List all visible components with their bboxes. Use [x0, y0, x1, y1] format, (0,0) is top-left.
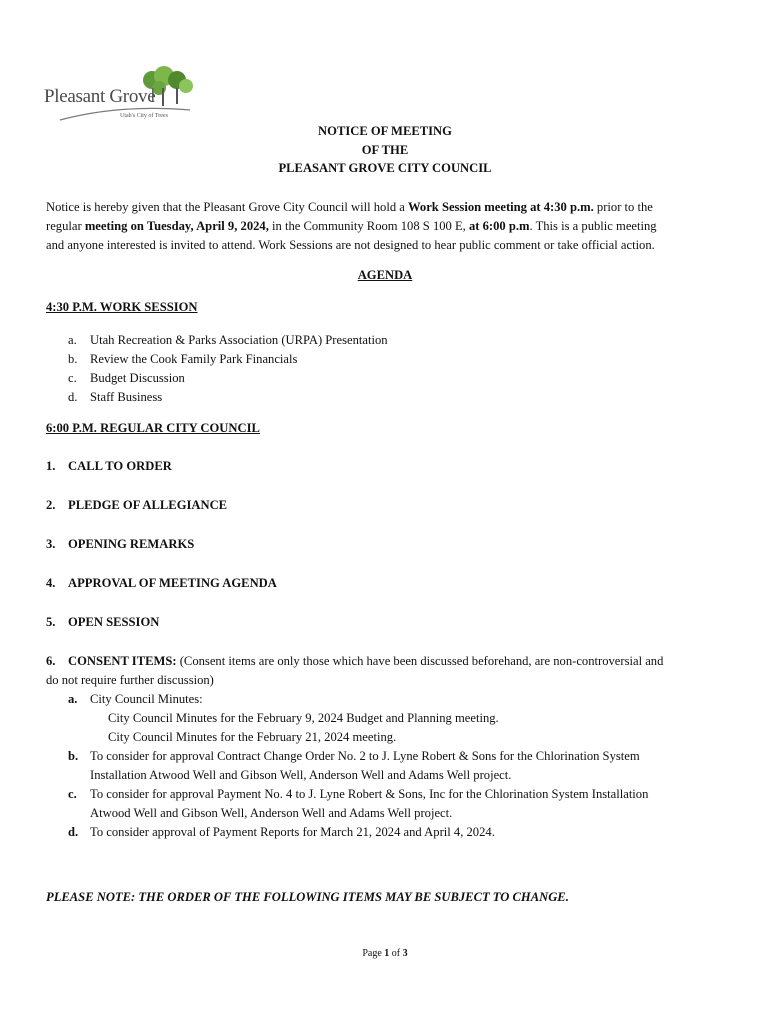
notice-text: regular: [46, 219, 85, 233]
consent-description: do not require further discussion): [46, 673, 214, 687]
page-number: Page 1 of 3: [362, 948, 408, 959]
notice-text: prior to the: [593, 200, 653, 214]
list-item: a. City Council Minutes:: [68, 692, 203, 706]
list-item: d. To consider approval of Payment Reports for March 21, 2024 and April 4, 2024.: [68, 825, 495, 839]
notice-text: and anyone interested is invited to attend. Work Sessions are not designed to hear public comment or take official action.: [46, 238, 655, 252]
notice-paragraph: [46, 198, 732, 255]
notice-work-session-time: Work Session meeting at 4:30 p.m.: [408, 200, 594, 214]
consent-items: [46, 652, 736, 842]
consent-title: CONSENT ITEMS:: [68, 654, 177, 668]
agenda-item: 4. APPROVAL OF MEETING AGENDA: [46, 576, 277, 590]
title-line-1: NOTICE OF MEETING: [318, 124, 452, 138]
list-item: City Council Minutes for the February 9, 2024 Budget and Planning meeting.: [108, 711, 499, 725]
list-item: c. Budget Discussion: [68, 371, 185, 385]
title-line-3: PLEASANT GROVE CITY COUNCIL: [278, 161, 492, 175]
logo-wordmark: Pleasant Grove: [44, 86, 156, 107]
consent-number: 6.: [46, 654, 56, 668]
list-item: a. Utah Recreation & Parks Association (URPA) Presentation: [68, 333, 388, 347]
agenda-item: 2. PLEDGE OF ALLEGIANCE: [46, 498, 228, 512]
notice-meeting-date: meeting on Tuesday, April 9, 2024,: [84, 219, 269, 233]
logo-tagline: Utah's City of Trees: [120, 113, 168, 119]
title-line-2: OF THE: [361, 142, 409, 157]
list-item: Atwood Well and Gibson Well, Anderson Well and Adams Well project.: [90, 806, 453, 820]
agenda-item: 3. OPENING REMARKS: [46, 537, 195, 551]
list-item: City Council Minutes for the February 21, 2024 meeting.: [108, 730, 397, 744]
notice-text: . This is a public meeting: [529, 219, 657, 233]
regular-council-heading: 6:00 P.M. REGULAR CITY COUNCIL: [46, 421, 260, 435]
list-item: c. To consider for approval Payment No. 4 to J. Lyne Robert & Sons, Inc for the Chlorination System Installation: [68, 787, 649, 801]
notice-text: Notice is hereby given that the Pleasant Grove City Council will hold a: [46, 200, 408, 214]
list-item: Installation Atwood Well and Gibson Well, Anderson Well and Adams Well project.: [90, 768, 512, 782]
city-logo: [40, 66, 200, 124]
agenda-item: 5. OPEN SESSION: [46, 615, 160, 629]
work-session-list: [68, 331, 388, 407]
agenda-heading: AGENDA: [357, 268, 413, 282]
list-item: b. To consider for approval Contract Change Order No. 2 to J. Lyne Robert & Sons for the Chlorination System: [68, 749, 640, 763]
consent-description: (Consent items are only those which have been discussed beforehand, are non-controversial and: [176, 654, 664, 668]
order-change-note: PLEASE NOTE: THE ORDER OF THE FOLLOWING ITEMS MAY BE SUBJECT TO CHANGE.: [46, 890, 569, 904]
work-session-heading: 4:30 P.M. WORK SESSION: [46, 300, 198, 314]
agenda-item: 1. CALL TO ORDER: [46, 459, 172, 473]
document-title: [0, 122, 770, 178]
notice-meeting-time: at 6:00 p.m: [468, 219, 530, 233]
list-item: b. Review the Cook Family Park Financials: [68, 352, 298, 366]
notice-text: in the Community Room 108 S 100 E,: [268, 219, 469, 233]
list-item: d. Staff Business: [68, 390, 163, 404]
